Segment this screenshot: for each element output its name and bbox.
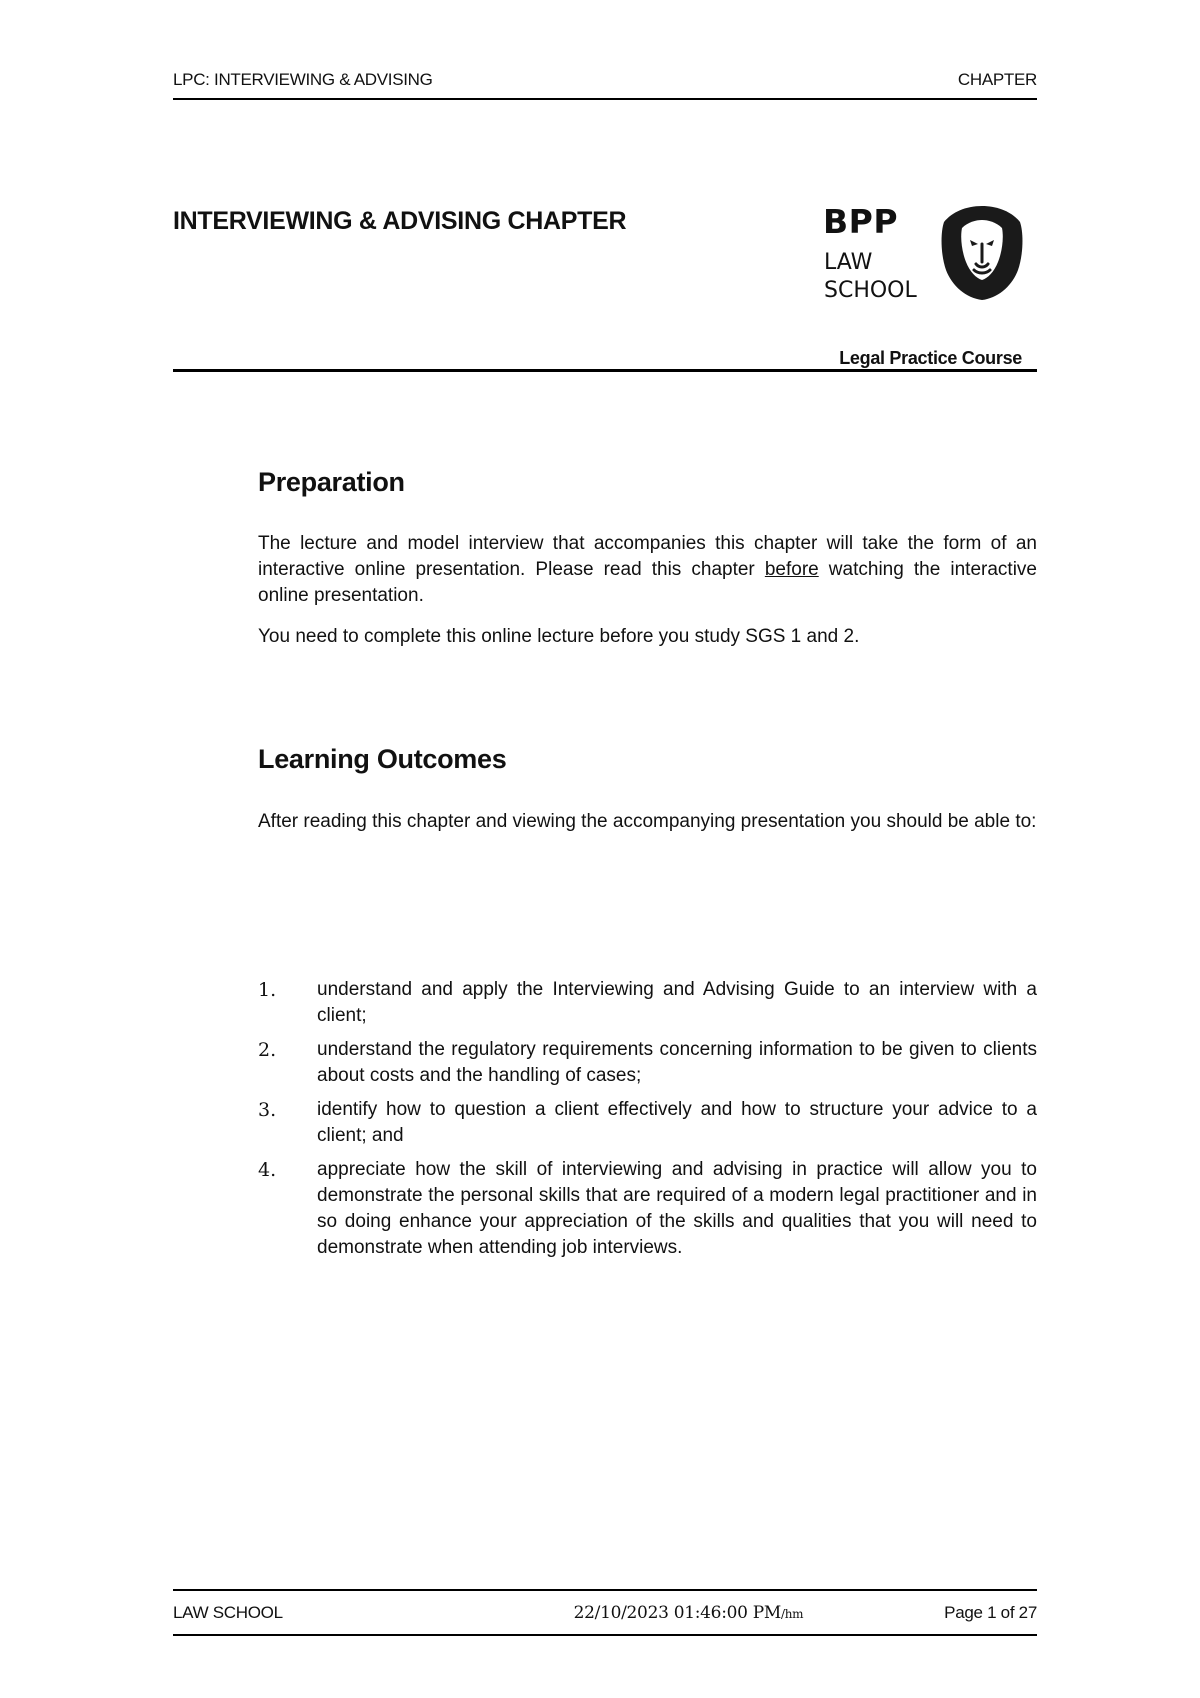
running-header	[173, 70, 1037, 90]
bpp-law-school-logo	[823, 202, 1023, 305]
footer-bottom-rule	[173, 1634, 1037, 1636]
list-item-text: understand and apply the Interviewing and Advising Guide to an interview with a client;	[317, 979, 1037, 1026]
footer-date: 22/10/2023 01:46:00 PM	[573, 1603, 782, 1623]
running-footer	[173, 1603, 1037, 1623]
learning-outcomes-list	[258, 977, 1037, 1269]
list-item	[258, 977, 1037, 1029]
logo-line-school: SCHOOL	[824, 278, 917, 303]
list-item-number: 2.	[258, 1039, 277, 1061]
prerequisite-note: You need to complete this online lecture before you study SGS 1 and 2.	[258, 626, 860, 647]
list-item	[258, 1097, 1037, 1149]
list-item	[258, 1037, 1037, 1089]
header-chapter-label: CHAPTER	[957, 70, 1037, 89]
learning-outcomes-heading: Learning Outcomes	[258, 744, 507, 774]
list-item-text: appreciate how the skill of interviewing and advising in practice will allow you to demonstrate the personal skills that are required of a modern legal practitioner and in so doing enhance your appreciation of the skills and qualities that you will need to demonstrate when attending job interviews.	[317, 1159, 1037, 1258]
emphasis-before: before	[764, 559, 819, 580]
course-subtitle: Legal Practice Course	[839, 348, 1022, 368]
title-rule	[173, 369, 1037, 372]
preparation-heading: Preparation	[258, 467, 405, 497]
preparation-text-end: watching the interactive online presentation.	[258, 559, 1037, 606]
preparation-text-start: The lecture and model interview that accompanies this chapter will take the form of an interactive online presentation. Please read this chapter	[258, 533, 1037, 580]
header-course-title: LPC: INTERVIEWING & ADVISING	[173, 70, 433, 89]
footer-school-label: LAW SCHOOL	[173, 1603, 283, 1622]
chapter-title: INTERVIEWING & ADVISING CHAPTER	[173, 207, 627, 235]
lion-head-icon	[940, 204, 1024, 302]
learning-outcomes-intro: After reading this chapter and viewing the accompanying presentation you should be able to:	[258, 811, 1037, 832]
list-item-text: understand the regulatory requirements concerning information to be given to clients about costs and the handling of cases;	[317, 1039, 1037, 1086]
footer-author-initials: /hm	[781, 1607, 804, 1621]
preparation-paragraph	[258, 531, 1037, 609]
list-item-number: 1.	[258, 979, 277, 1001]
footer-top-rule	[173, 1589, 1037, 1591]
list-item-number: 3.	[258, 1099, 277, 1121]
logo-brand: BPP	[823, 202, 899, 241]
logo-line-law: LAW	[824, 250, 873, 275]
footer-page-number: Page 1 of 27	[944, 1603, 1037, 1622]
footer-date-stamp	[574, 1603, 804, 1623]
list-item-number: 4.	[258, 1159, 277, 1181]
list-item-text: identify how to question a client effectively and how to structure your advice to a client; and	[317, 1099, 1037, 1146]
header-rule	[173, 98, 1037, 100]
list-item	[258, 1157, 1037, 1261]
